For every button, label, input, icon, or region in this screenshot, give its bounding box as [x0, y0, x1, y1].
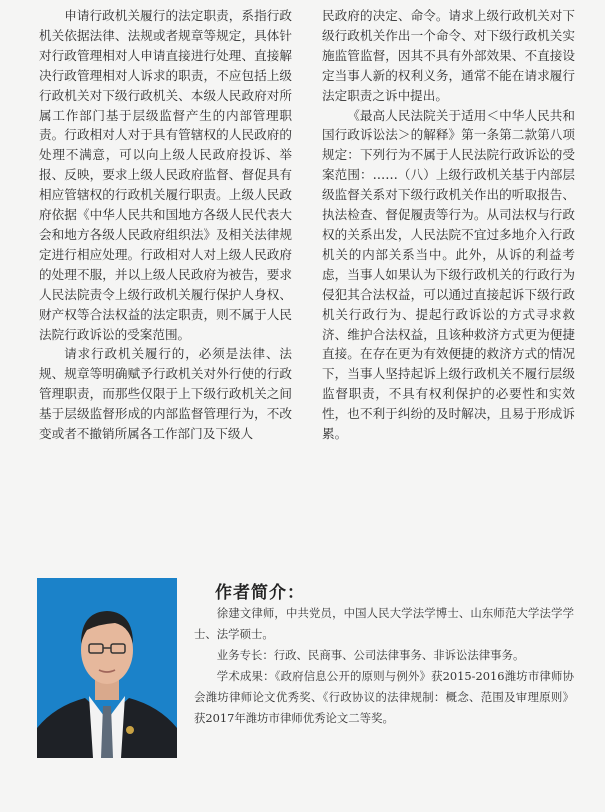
author-portrait: [37, 578, 177, 758]
author-bio: [194, 603, 574, 729]
paragraph: 请求行政机关履行的，必须是法律、法规、规章等明确赋予行政机关对外行使的行政管理职责，而那些仅限于上下级行政机关之间基于层级监督形成的内部监督管理行为，不改变或者不撤销所属各工作部门及下级人: [39, 346, 292, 442]
paragraph: 《最高人民法院关于适用＜中华人民共和国行政诉讼法＞的解释》第一条第二款第八项规定：下列行为不属于人民法院行政诉讼的受案范围：……（八）上级行政机关基于内部层级监督关系对下级行政机关作出的听取报告、执法检查、督促履责等行为。从司法权与行政权的关系出发，人民法院不宜过多地介入行政机关的内部关系当中。此外，从诉的利益考虑，当事人如果认为下级行政机关的行政行为侵犯其合法权益，可以通过直接起诉下级行政机关行政行为、提起行政诉讼的方式寻求救济、维护合法权益，且该种救济方式更为便捷直接。在存在更为有效便捷的救济方式的情况下，当事人坚持起诉上级行政机关不履行层级监督职责，不具有权利保护的必要性和实效性，也不利于纠纷的及时解决，且易于形成诉累。: [322, 107, 575, 442]
author-photo: [37, 578, 177, 758]
article-column-right: [322, 6, 575, 444]
article-column-left: [39, 6, 292, 444]
author-section-title: 作者简介：: [215, 583, 305, 603]
author-specialty: 业务专长：行政、民商事、公司法律事务、非诉讼法律事务。: [216, 648, 525, 662]
author-achievements: 学术成果：《政府信息公开的原则与例外》获2015-2016潍坊市律师协会潍坊律师论文优秀奖、《行政协议的法律规制：概念、范围及审理原则》获2017年潍坊市律师优秀论文二等奖。: [194, 669, 574, 725]
paragraph: 申请行政机关履行的法定职责，系指行政机关依据法律、法规或者规章等规定，具体针对行政管理相对人申请直接进行处理、直接解决行政管理相对人诉求的职责，不应包括上级行政机关对下级行政机关、本级人民政府对所属工作部门基于层级监督产生的内部管理职责。行政相对人对于具有管辖权的人民政府的处理不满意，可以向上级人民政府投诉、举报、反映，要求上级人民政府监督、督促具有相应管辖权的行政机关履行职责。上级人民政府依据《中华人民共和国地方各级人民代表大会和地方各级人民政府组织法》及相关法律规定进行相应处理。行政相对人对上级人民政府的处理不服，并以上级人民政府为被告，要求人民法院责令上级行政机关履行保护人身权、财产权等合法权益的法定职责，则不属于人民法院行政诉讼的受案范围。: [39, 8, 292, 342]
paragraph: 民政府的决定、命令。请求上级行政机关对下级行政机关作出一个命令、对下级行政机关实施监管监督，因其不具有外部效果、不直接设定当事人新的权利义务，通常不能在请求履行法定职责之诉中提出。: [322, 8, 575, 103]
author-bio-intro: 徐建文律师，中共党员，中国人民大学法学博士、山东师范大学法学学士、法学硕士。: [194, 606, 574, 641]
